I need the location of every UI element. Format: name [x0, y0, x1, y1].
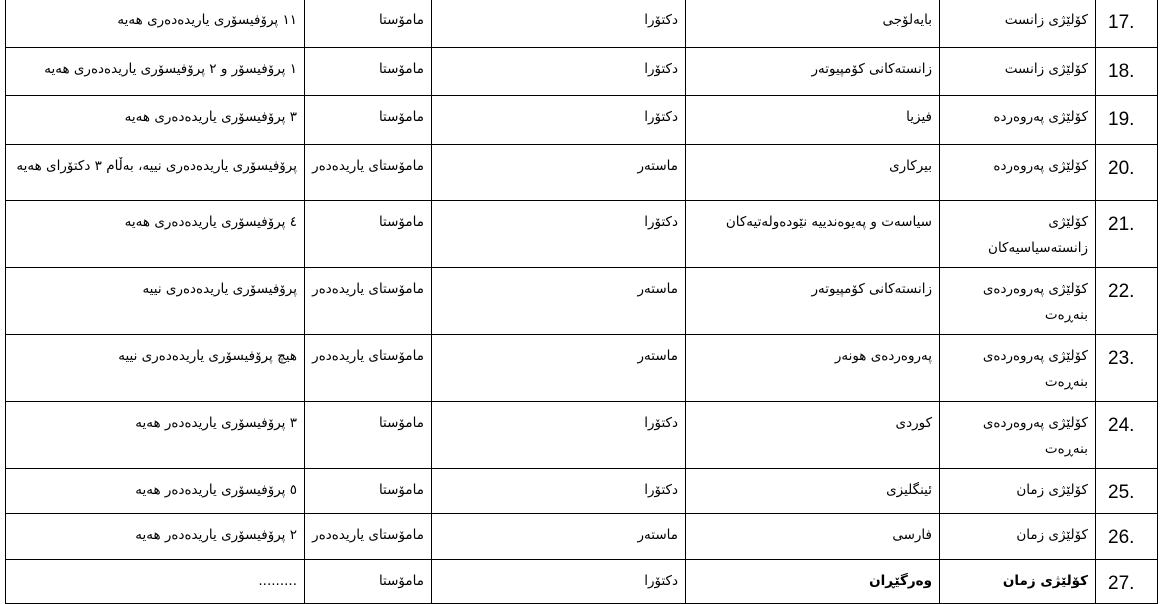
department-cell: فیزیا [686, 96, 940, 145]
row-number: 17. [1096, 0, 1158, 48]
department-cell: ئینگلیزی [686, 469, 940, 514]
degree-cell: ماستەر [432, 145, 686, 201]
note-cell: ٥ پرۆفیسۆری یاریدەدەر هەیە [6, 469, 305, 514]
row-number: 21. [1096, 201, 1158, 268]
table-row [6, 145, 1158, 201]
note-cell: ......... [6, 560, 305, 604]
college-cell: کۆلێژی پەروەردە [940, 145, 1096, 201]
college-cell: کۆلێژی پەروەردەی بنەڕەت [940, 335, 1096, 402]
degree-cell: ماستەر [432, 514, 686, 560]
note-cell: پرۆفیسۆری یاریدەدەری نییە، بەڵام ٣ دکتۆرای هەیە [6, 145, 305, 201]
note-cell: ٣ پرۆفیسۆری یاریدەدەری هەیە [6, 96, 305, 145]
department-cell: بایەلۆجی [686, 0, 940, 48]
row-number: 19. [1096, 96, 1158, 145]
note-cell: ٤ پرۆفیسۆری یاریدەدەری هەیە [6, 201, 305, 268]
title-cell: مامۆستای یاریدەدەر [305, 514, 432, 560]
table-row [6, 560, 1158, 604]
department-cell: زانستەکانی کۆمپیوتەر [686, 48, 940, 96]
table-row [6, 201, 1158, 268]
table-row [6, 469, 1158, 514]
table-row [6, 268, 1158, 335]
department-cell: سیاسەت و پەیوەندییە نێودەولەتیەکان [686, 201, 940, 268]
table-row [6, 96, 1158, 145]
row-number: 26. [1096, 514, 1158, 560]
note-cell: هیچ پرۆفیسۆری یاریدەدەری نییە [6, 335, 305, 402]
row-number: 20. [1096, 145, 1158, 201]
title-cell: مامۆستا [305, 0, 432, 48]
title-cell: مامۆستای یاریدەدەر [305, 335, 432, 402]
degree-cell: دکتۆرا [432, 96, 686, 145]
note-cell: ٢ پرۆفیسۆری یاریدەدەر هەیە [6, 514, 305, 560]
row-number: 22. [1096, 268, 1158, 335]
college-cell: کۆلێژی زانست [940, 0, 1096, 48]
degree-cell: دکتۆرا [432, 0, 686, 48]
table-row [6, 402, 1158, 469]
department-cell: بیرکاری [686, 145, 940, 201]
department-cell: فارسی [686, 514, 940, 560]
title-cell: مامۆستا [305, 402, 432, 469]
degree-cell: دکتۆرا [432, 560, 686, 604]
title-cell: مامۆستا [305, 96, 432, 145]
college-cell: کۆلێژی زانستەسیاسیەکان [940, 201, 1096, 268]
college-cell: کۆلێژی زانست [940, 48, 1096, 96]
title-cell: مامۆستا [305, 560, 432, 604]
department-table [5, 0, 1158, 604]
row-number: 27. [1096, 560, 1158, 604]
degree-cell: دکتۆرا [432, 48, 686, 96]
department-cell: وەرگێڕان [686, 560, 940, 604]
row-number: 25. [1096, 469, 1158, 514]
note-cell: ١١ پرۆفیسۆری یاریدەدەری هەیە [6, 0, 305, 48]
note-cell: پرۆفیسۆری یاریدەدەری نییە [6, 268, 305, 335]
college-cell: کۆلێژی زمان [940, 469, 1096, 514]
title-cell: مامۆستا [305, 201, 432, 268]
college-cell: کۆلێژی زمان [940, 514, 1096, 560]
row-number: 24. [1096, 402, 1158, 469]
table-row [6, 514, 1158, 560]
department-cell: پەروەردەی هونەر [686, 335, 940, 402]
college-cell: کۆلێژی پەروەردەی بنەڕەت [940, 402, 1096, 469]
degree-cell: ماستەر [432, 335, 686, 402]
table-row [6, 48, 1158, 96]
degree-cell: دکتۆرا [432, 469, 686, 514]
table-row [6, 335, 1158, 402]
college-cell: کۆلێژی پەروەردە [940, 96, 1096, 145]
degree-cell: ماستەر [432, 268, 686, 335]
title-cell: مامۆستای یاریدەدەر [305, 268, 432, 335]
college-cell: کۆلێژی زمان [940, 560, 1096, 604]
row-number: 18. [1096, 48, 1158, 96]
note-cell: ١ پرۆفیسۆر و ٢ پرۆفیسۆری یاریدەدەری هەیە [6, 48, 305, 96]
degree-cell: دکتۆرا [432, 201, 686, 268]
degree-cell: دکتۆرا [432, 402, 686, 469]
note-cell: ٣ پرۆفیسۆری یاریدەدەر هەیە [6, 402, 305, 469]
department-cell: کوردی [686, 402, 940, 469]
table-row [6, 0, 1158, 48]
department-cell: زانستەکانی کۆمپیوتەر [686, 268, 940, 335]
title-cell: مامۆستا [305, 48, 432, 96]
title-cell: مامۆستا [305, 469, 432, 514]
title-cell: مامۆستای یاریدەدەر [305, 145, 432, 201]
college-cell: کۆلێژی پەروەردەی بنەڕەت [940, 268, 1096, 335]
row-number: 23. [1096, 335, 1158, 402]
